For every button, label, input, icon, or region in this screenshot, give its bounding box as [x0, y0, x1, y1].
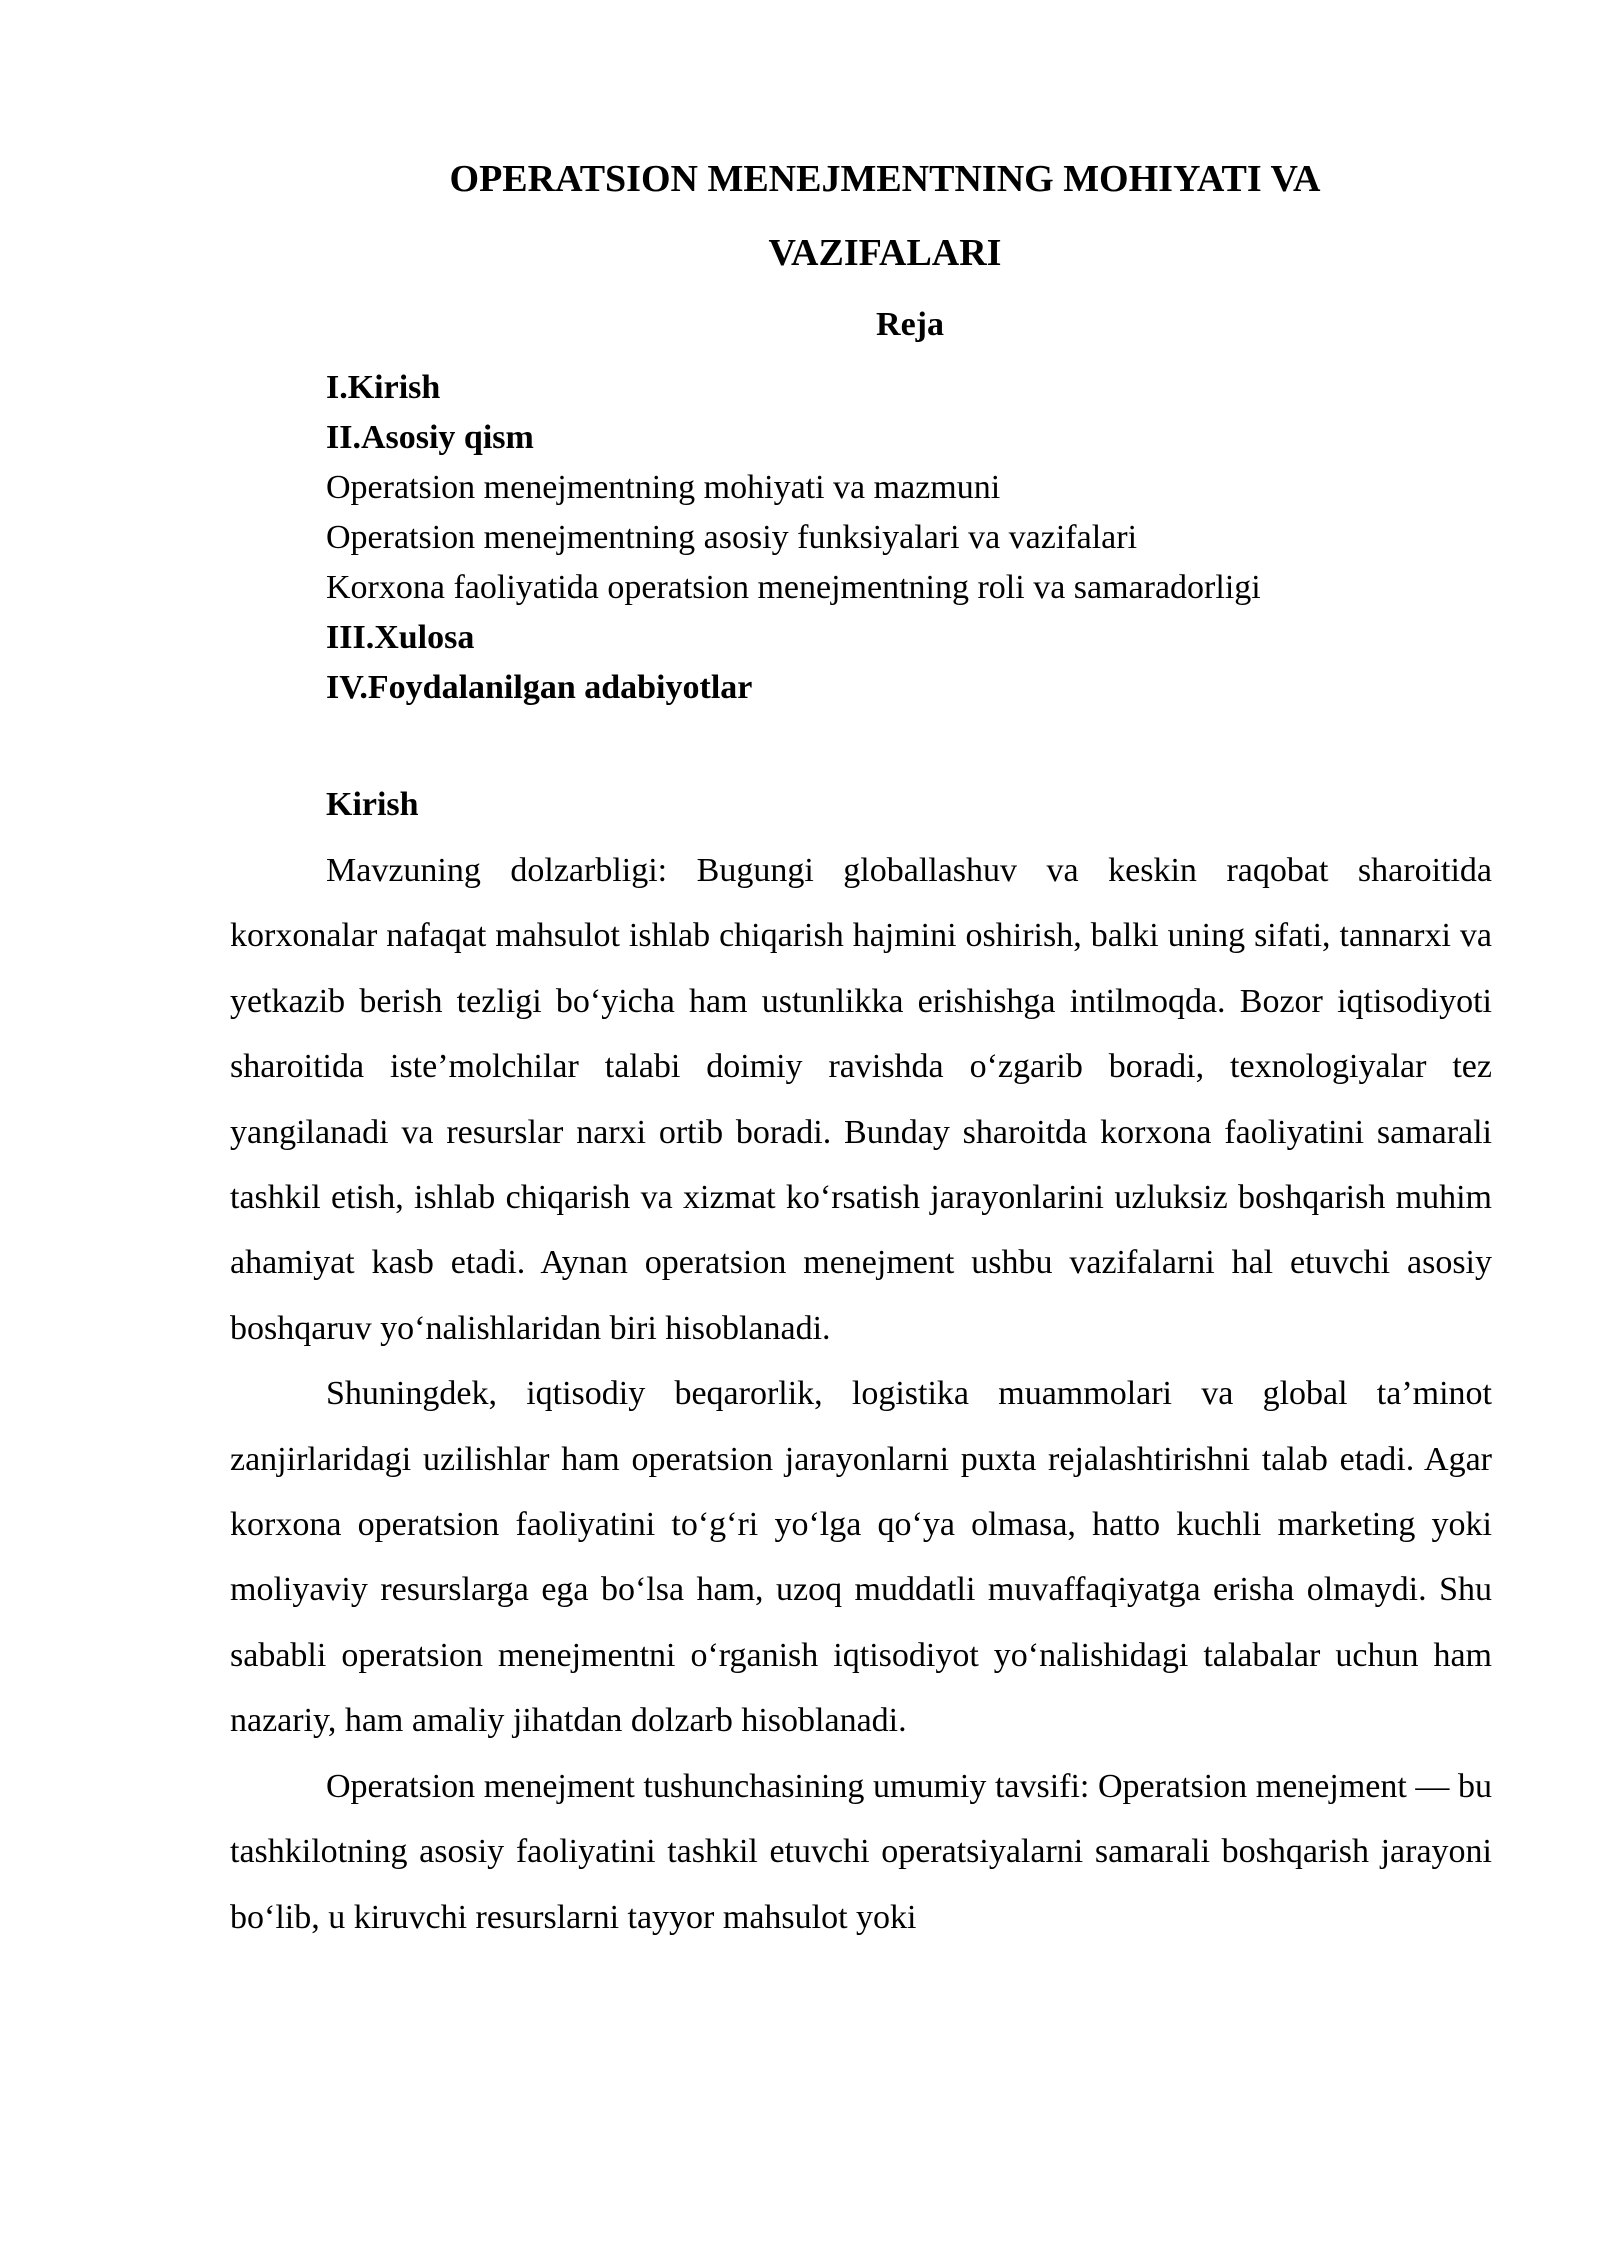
title-line-2: VAZIFALARI [768, 232, 1002, 274]
section-heading-kirish: Kirish [326, 786, 419, 823]
plan-item: Operatsion menejmentning mohiyati va mazmuni [326, 469, 1001, 506]
title-line-1: OPERATSION MENEJMENTNING MOHIYATI VA [449, 158, 1321, 200]
plan-item: II.Asosiy qism [326, 419, 534, 456]
paragraph: Operatsion menejment tushunchasining umumiy tavsifi: Operatsion menejment — bu tashkilotning asosiy faoliyatini tashkil etuvchi operatsiyalarni samarali boshqarish jarayoni bo‘lib, u kiruvchi resurslarni tayyor mahsulot yoki [230, 1767, 1492, 1936]
plan-item: IV.Foydalanilgan adabiyotlar [326, 669, 753, 706]
body-text [230, 838, 1492, 1950]
paragraph: Shuningdek, iqtisodiy beqarorlik, logistika muammolari va global ta’minot zanjirlaridagi uzilishlar ham operatsion jarayonlarni puxta rejalashtirishni talab etadi. Agar korxona operatsion faoliyatini to‘g‘ri yo‘lga qo‘ya olmasa, hatto kuchli marketing yoki moliyaviy resurslarga ega bo‘lsa ham, uzoq muddatli muvaffaqiyatga erisha olmaydi. Shu sababli operatsion menejmentni o‘rganish iqtisodiyot yo‘nalishidagi talabalar uchun ham nazariy, ham amaliy jihatdan dolzarb hisoblanadi. [230, 1375, 1492, 1740]
plan-list [326, 363, 1261, 713]
plan-item: I.Kirish [326, 369, 441, 406]
plan-item: III.Xulosa [326, 619, 475, 656]
plan-heading: Reja [876, 306, 944, 343]
paragraph: Mavzuning dolzarbligi: Bugungi globallashuv va keskin raqobat sharoitida korxonalar nafaqat mahsulot ishlab chiqarish hajmini oshirish, balki uning sifati, tannarxi va yetkazib berish tezligi bo‘yicha ham ustunlikka erishishga intilmoqda. Bozor iqtisodiyoti sharoitida iste’molchilar talabi doimiy ravishda o‘zgarib boradi, texnologiyalar tez yangilanadi va resurslar narxi ortib boradi. Bunday sharoitda korxona faoliyatini samarali tashkil etish, ishlab chiqarish va xizmat ko‘rsatish jarayonlarini uzluksiz boshqarish muhim ahamiyat kasb etadi. Aynan operatsion menejment ushbu vazifalarni hal etuvchi asosiy boshqaruv yo‘nalishlaridan biri hisoblanadi. [230, 852, 1492, 1347]
document-title [330, 142, 1440, 290]
plan-item: Korxona faoliyatida operatsion menejmentning roli va samaradorligi [326, 569, 1261, 606]
plan-item: Operatsion menejmentning asosiy funksiyalari va vazifalari [326, 519, 1138, 556]
